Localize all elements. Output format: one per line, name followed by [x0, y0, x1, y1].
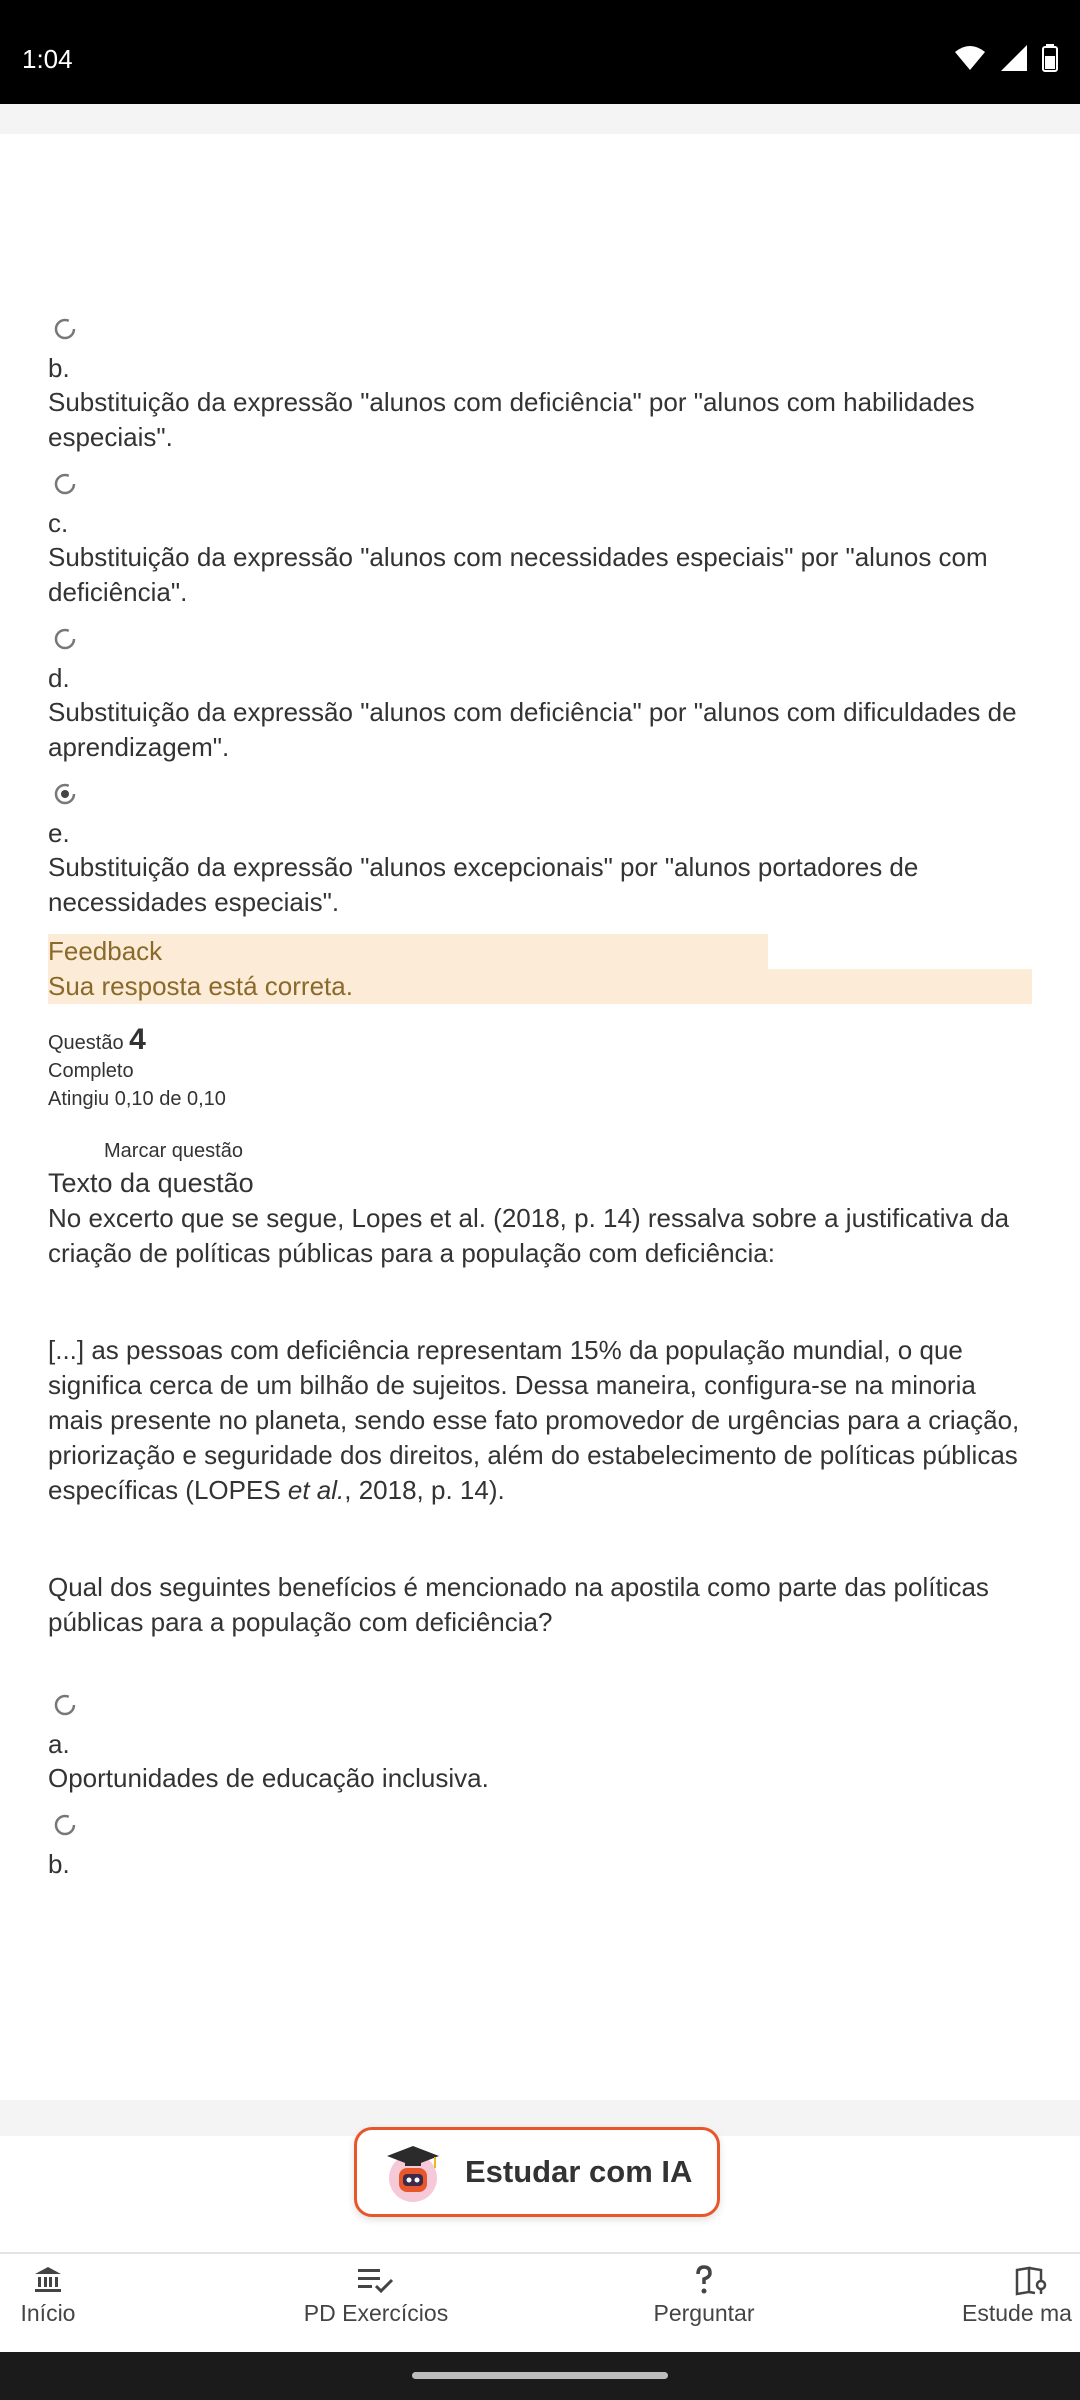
nav-label: PD Exercícios — [303, 2300, 449, 2326]
radio-unchecked-icon[interactable] — [53, 472, 77, 496]
wifi-icon — [954, 45, 986, 71]
graduation-robot-icon — [381, 2140, 445, 2204]
q3-option-d[interactable] — [48, 624, 1032, 765]
book-map-icon — [1014, 2264, 1048, 2296]
question-quote — [48, 1333, 1032, 1508]
radio-unchecked-icon[interactable] — [53, 627, 77, 651]
question-status: Completo — [48, 1060, 134, 1082]
nav-item-inicio[interactable] — [14, 2264, 82, 2327]
q3-option-b[interactable] — [48, 314, 1032, 455]
q3-option-e[interactable] — [48, 779, 1032, 920]
option-letter: b. — [48, 353, 70, 383]
option-letter: c. — [48, 508, 69, 538]
feedback-text: Sua resposta está correta. — [48, 969, 1032, 1004]
quote-text: [...] as pessoas com deficiência representam 15% da população mundial, o que significa cerca de um bilhão de sujeitos. Dessa maneira, configura-se na minoria mais presente no planeta, sendo esse fato promovedor de urgências para a criação, priorização e seguridade dos direitos, além do estabelecimento de políticas públicas específicas (LOPES — [48, 1335, 1020, 1505]
option-letter: e. — [48, 818, 70, 848]
question-number-value: 4 — [129, 1023, 146, 1056]
radio-unchecked-icon[interactable] — [53, 1693, 77, 1717]
nav-item-perguntar[interactable] — [644, 2264, 764, 2327]
quote-end: , 2018, p. 14). — [344, 1475, 505, 1505]
option-letter: b. — [48, 1849, 70, 1879]
study-with-ai-button[interactable] — [354, 2127, 720, 2217]
option-text: Oportunidades de educação inclusiva. — [48, 1763, 489, 1793]
option-text: Substituição da expressão "alunos excepcionais" por "alunos portadores de necessidades especiais". — [48, 852, 919, 917]
q3-option-c[interactable] — [48, 469, 1032, 610]
nav-label: Perguntar — [653, 2300, 755, 2326]
signal-icon — [1000, 44, 1028, 72]
home-gesture-pill[interactable] — [412, 2372, 668, 2379]
feedback-box — [48, 934, 1032, 1004]
bank-icon — [32, 2264, 64, 2296]
battery-icon — [1042, 44, 1058, 72]
system-nav-bar — [0, 2352, 1080, 2400]
option-text: Substituição da expressão "alunos com necessidades especiais" por "alunos com deficiência". — [48, 542, 988, 607]
quiz-content — [48, 314, 1032, 1881]
option-text: Substituição da expressão "alunos com deficiência" por "alunos com dificuldades de aprendizagem". — [48, 697, 1017, 762]
flag-question-link[interactable]: Marcar questão — [104, 1140, 243, 1162]
option-text: Substituição da expressão "alunos com deficiência" por "alunos com habilidades especiais". — [48, 387, 975, 452]
page-top-band — [0, 104, 1080, 134]
q4-option-b[interactable] — [48, 1810, 1032, 1881]
nav-label: Início — [20, 2300, 76, 2326]
status-icons — [954, 44, 1058, 72]
radio-checked-icon[interactable] — [53, 782, 77, 806]
checklist-icon — [356, 2264, 396, 2296]
q4-option-a[interactable] — [48, 1690, 1032, 1796]
question-prompt: Qual dos seguintes benefícios é mencionado na apostila como parte das políticas públicas para a população com deficiência? — [48, 1572, 989, 1637]
radio-unchecked-icon[interactable] — [53, 317, 77, 341]
option-letter: a. — [48, 1729, 70, 1759]
question-text-label: Texto da questão — [48, 1168, 254, 1198]
feedback-title: Feedback — [48, 934, 768, 969]
radio-unchecked-icon[interactable] — [53, 1813, 77, 1837]
study-with-ai-label: Estudar com IA — [465, 2154, 693, 2189]
nav-label: Estude ma — [962, 2300, 1072, 2326]
question-number — [48, 1023, 1032, 1057]
question-score: Atingiu 0,10 de 0,10 — [48, 1088, 226, 1110]
nav-item-estude-mais[interactable] — [962, 2264, 1080, 2327]
quote-italic: et al. — [287, 1475, 345, 1505]
bottom-nav — [0, 2252, 1080, 2354]
question-icon — [688, 2264, 720, 2296]
nav-item-pd-exercicios[interactable] — [300, 2264, 452, 2327]
question-label: Questão — [48, 1032, 124, 1054]
question-intro: No excerto que se segue, Lopes et al. (2018, p. 14) ressalva sobre a justificativa da criação de políticas públicas para a população com deficiência: — [48, 1203, 1010, 1268]
status-time: 1:04 — [22, 44, 73, 74]
question-info — [48, 1023, 1032, 1113]
option-letter: d. — [48, 663, 70, 693]
status-bar — [0, 0, 1080, 104]
